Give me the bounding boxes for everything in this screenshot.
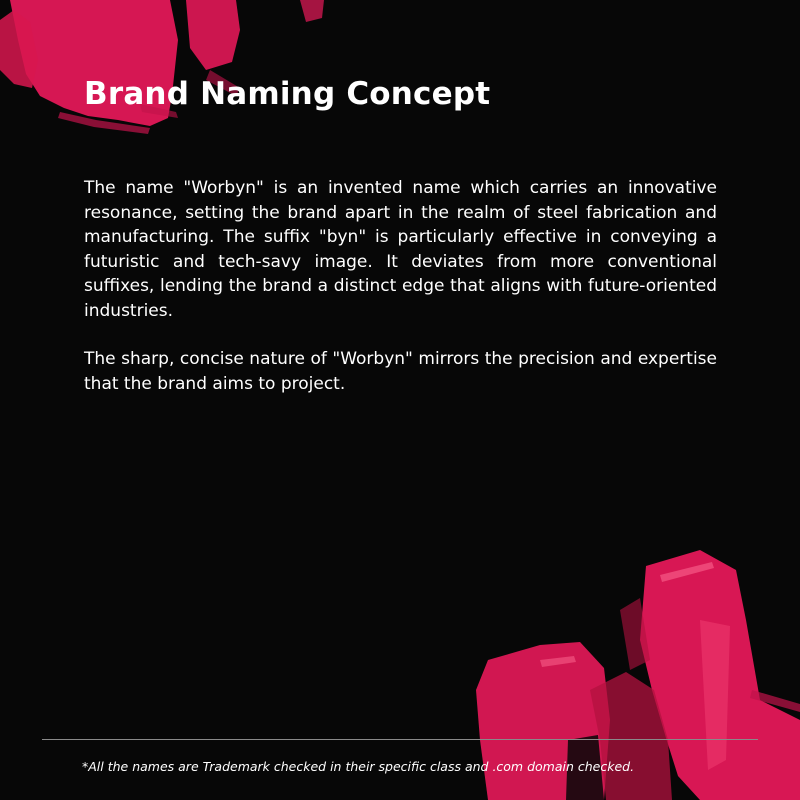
paragraph-precision: The sharp, concise nature of "Worbyn" mirrors the precision and expertise that the brand aims to project. <box>84 349 717 394</box>
top-left-brush-strokes <box>0 0 324 134</box>
brush-stroke <box>186 0 240 70</box>
footer-divider <box>42 739 758 740</box>
brush-stroke <box>300 0 324 22</box>
paragraph-naming-rationale: The name "Worbyn" is an invented name which carries an innovative resonance, setting the brand apart in the realm of steel fabrication and manufacturing. The suffix "byn" is particularly effective in conveying a futuristic and tech-savy image. It deviates from more conventional suffixes, lending the brand a distinct edge that aligns with future-oriented industries. <box>84 178 717 321</box>
body-text <box>84 176 717 420</box>
trademark-footnote: *All the names are Trademark checked in their specific class and .com domain checked. <box>82 759 635 774</box>
page-title: Brand Naming Concept <box>84 76 491 112</box>
